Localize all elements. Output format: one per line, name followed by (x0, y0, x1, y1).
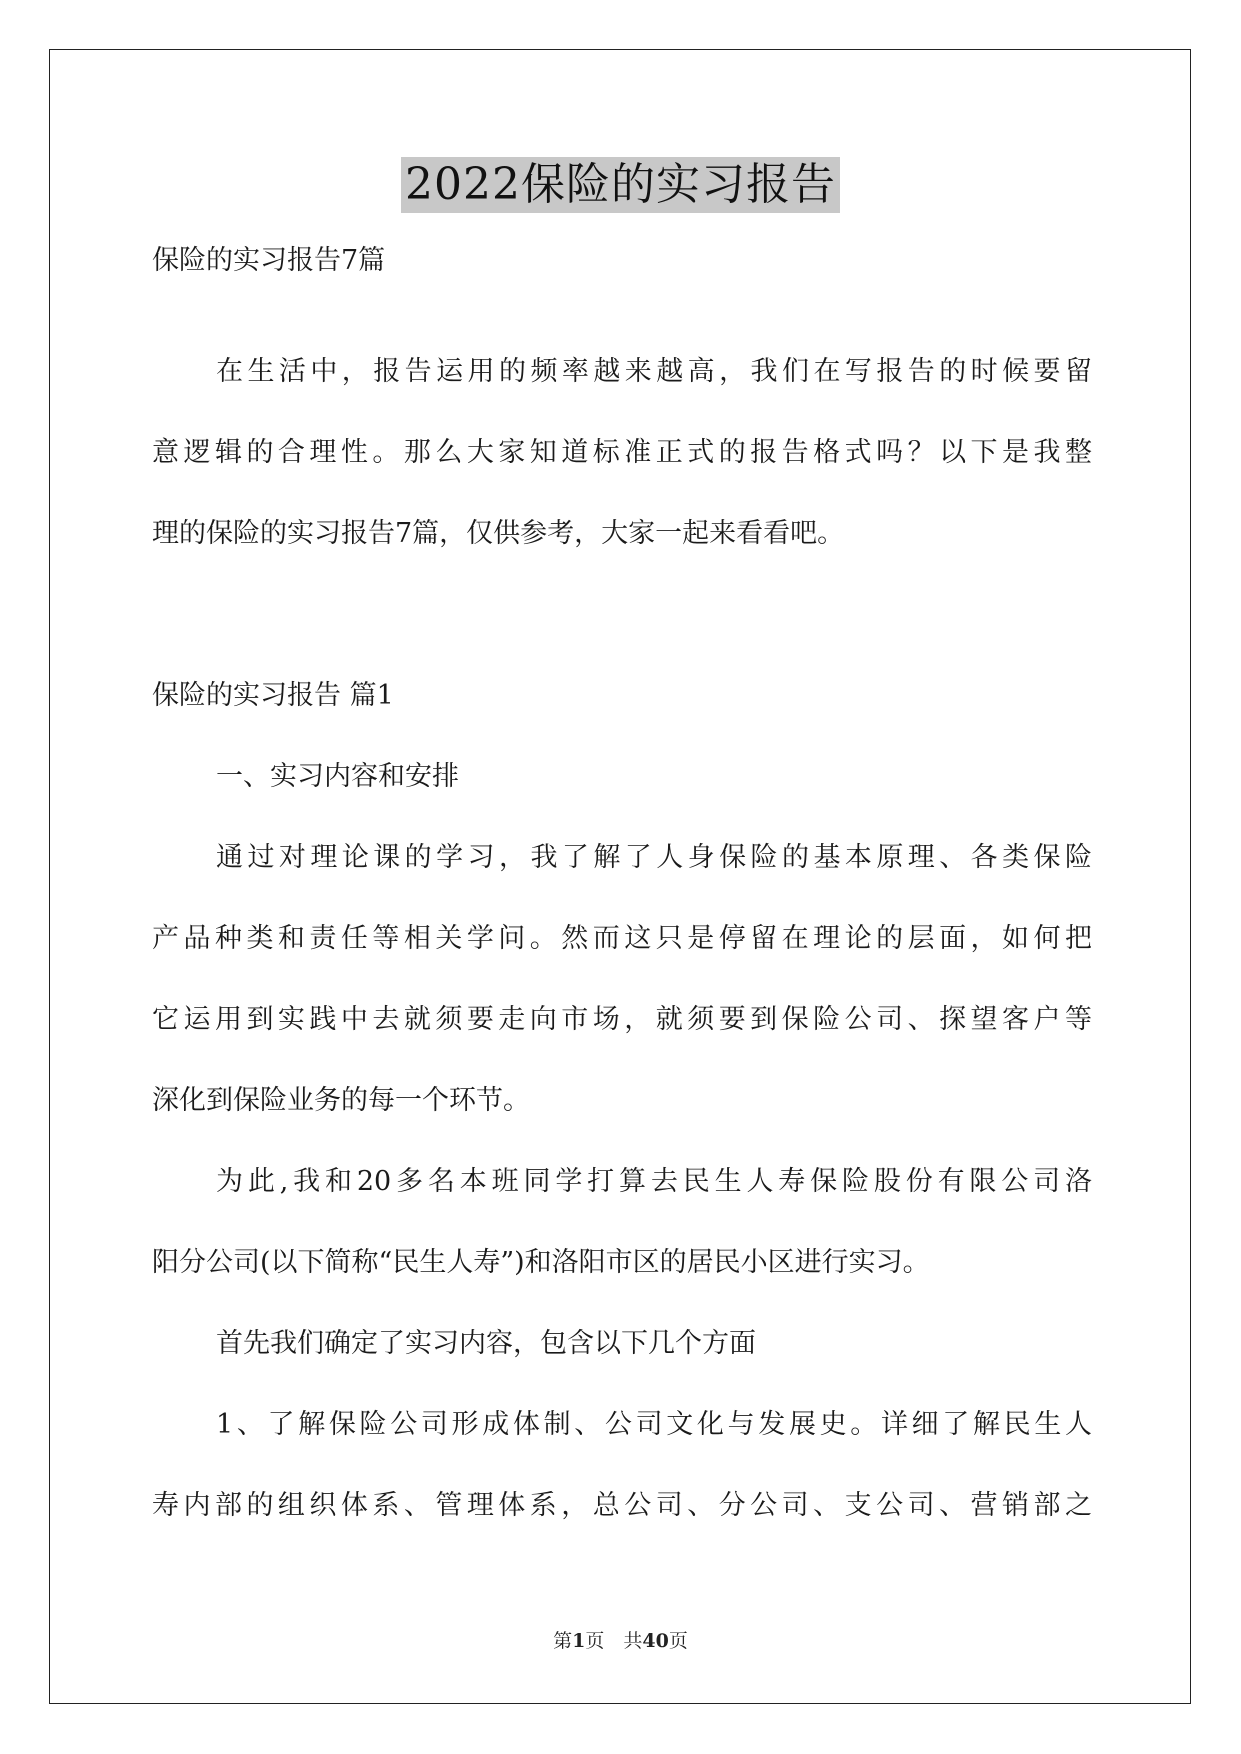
footer-page-suffix: 页 (668, 1630, 688, 1652)
sub-heading: 一、实习内容和安排 (216, 761, 459, 792)
footer-page-prefix: 第 (553, 1630, 573, 1652)
para1-line-2: 产品种类和责任等相关学问。然而这只是停留在理论的层面，如何把 (152, 923, 1092, 954)
intro-line-2: 意逻辑的合理性。那么大家知道标准正式的报告格式吗？以下是我整 (152, 437, 1092, 468)
para2-line-2: 阳分公司(以下简称“民生人寿”)和洛阳市区的居民小区进行实习。 (152, 1247, 930, 1278)
page-footer (0, 1626, 1241, 1653)
intro-line-3: 理的保险的实习报告7篇，仅供参考，大家一起来看看吧。 (152, 518, 845, 549)
document-subtitle: 保险的实习报告7篇 (152, 245, 386, 276)
para4-line-2: 寿内部的组织体系、管理体系，总公司、分公司、支公司、营销部之 (152, 1490, 1092, 1521)
section-heading: 保险的实习报告 篇1 (152, 680, 394, 711)
title-block (0, 157, 1241, 213)
para3-line: 首先我们确定了实习内容，包含以下几个方面 (216, 1328, 756, 1359)
para1-line-4: 深化到保险业务的每一个环节。 (152, 1085, 530, 1116)
footer-page-total: 40 (642, 1630, 669, 1652)
para1-line-3: 它运用到实践中去就须要走向市场，就须要到保险公司、探望客户等 (152, 1004, 1092, 1035)
footer-page-current: 1 (572, 1630, 586, 1652)
footer-page-mid: 页 共 (585, 1630, 643, 1652)
para2-line-1: 为此,我和20多名本班同学打算去民生人寿保险股份有限公司洛 (216, 1166, 1092, 1197)
intro-line-1: 在生活中，报告运用的频率越来越高，我们在写报告的时候要留 (216, 356, 1092, 387)
page-border (49, 49, 1191, 1704)
para4-line-1: 1、了解保险公司形成体制、公司文化与发展史。详细了解民生人 (216, 1409, 1092, 1440)
document-title: 2022保险的实习报告 (401, 157, 840, 213)
para1-line-1: 通过对理论课的学习，我了解了人身保险的基本原理、各类保险 (216, 842, 1092, 873)
